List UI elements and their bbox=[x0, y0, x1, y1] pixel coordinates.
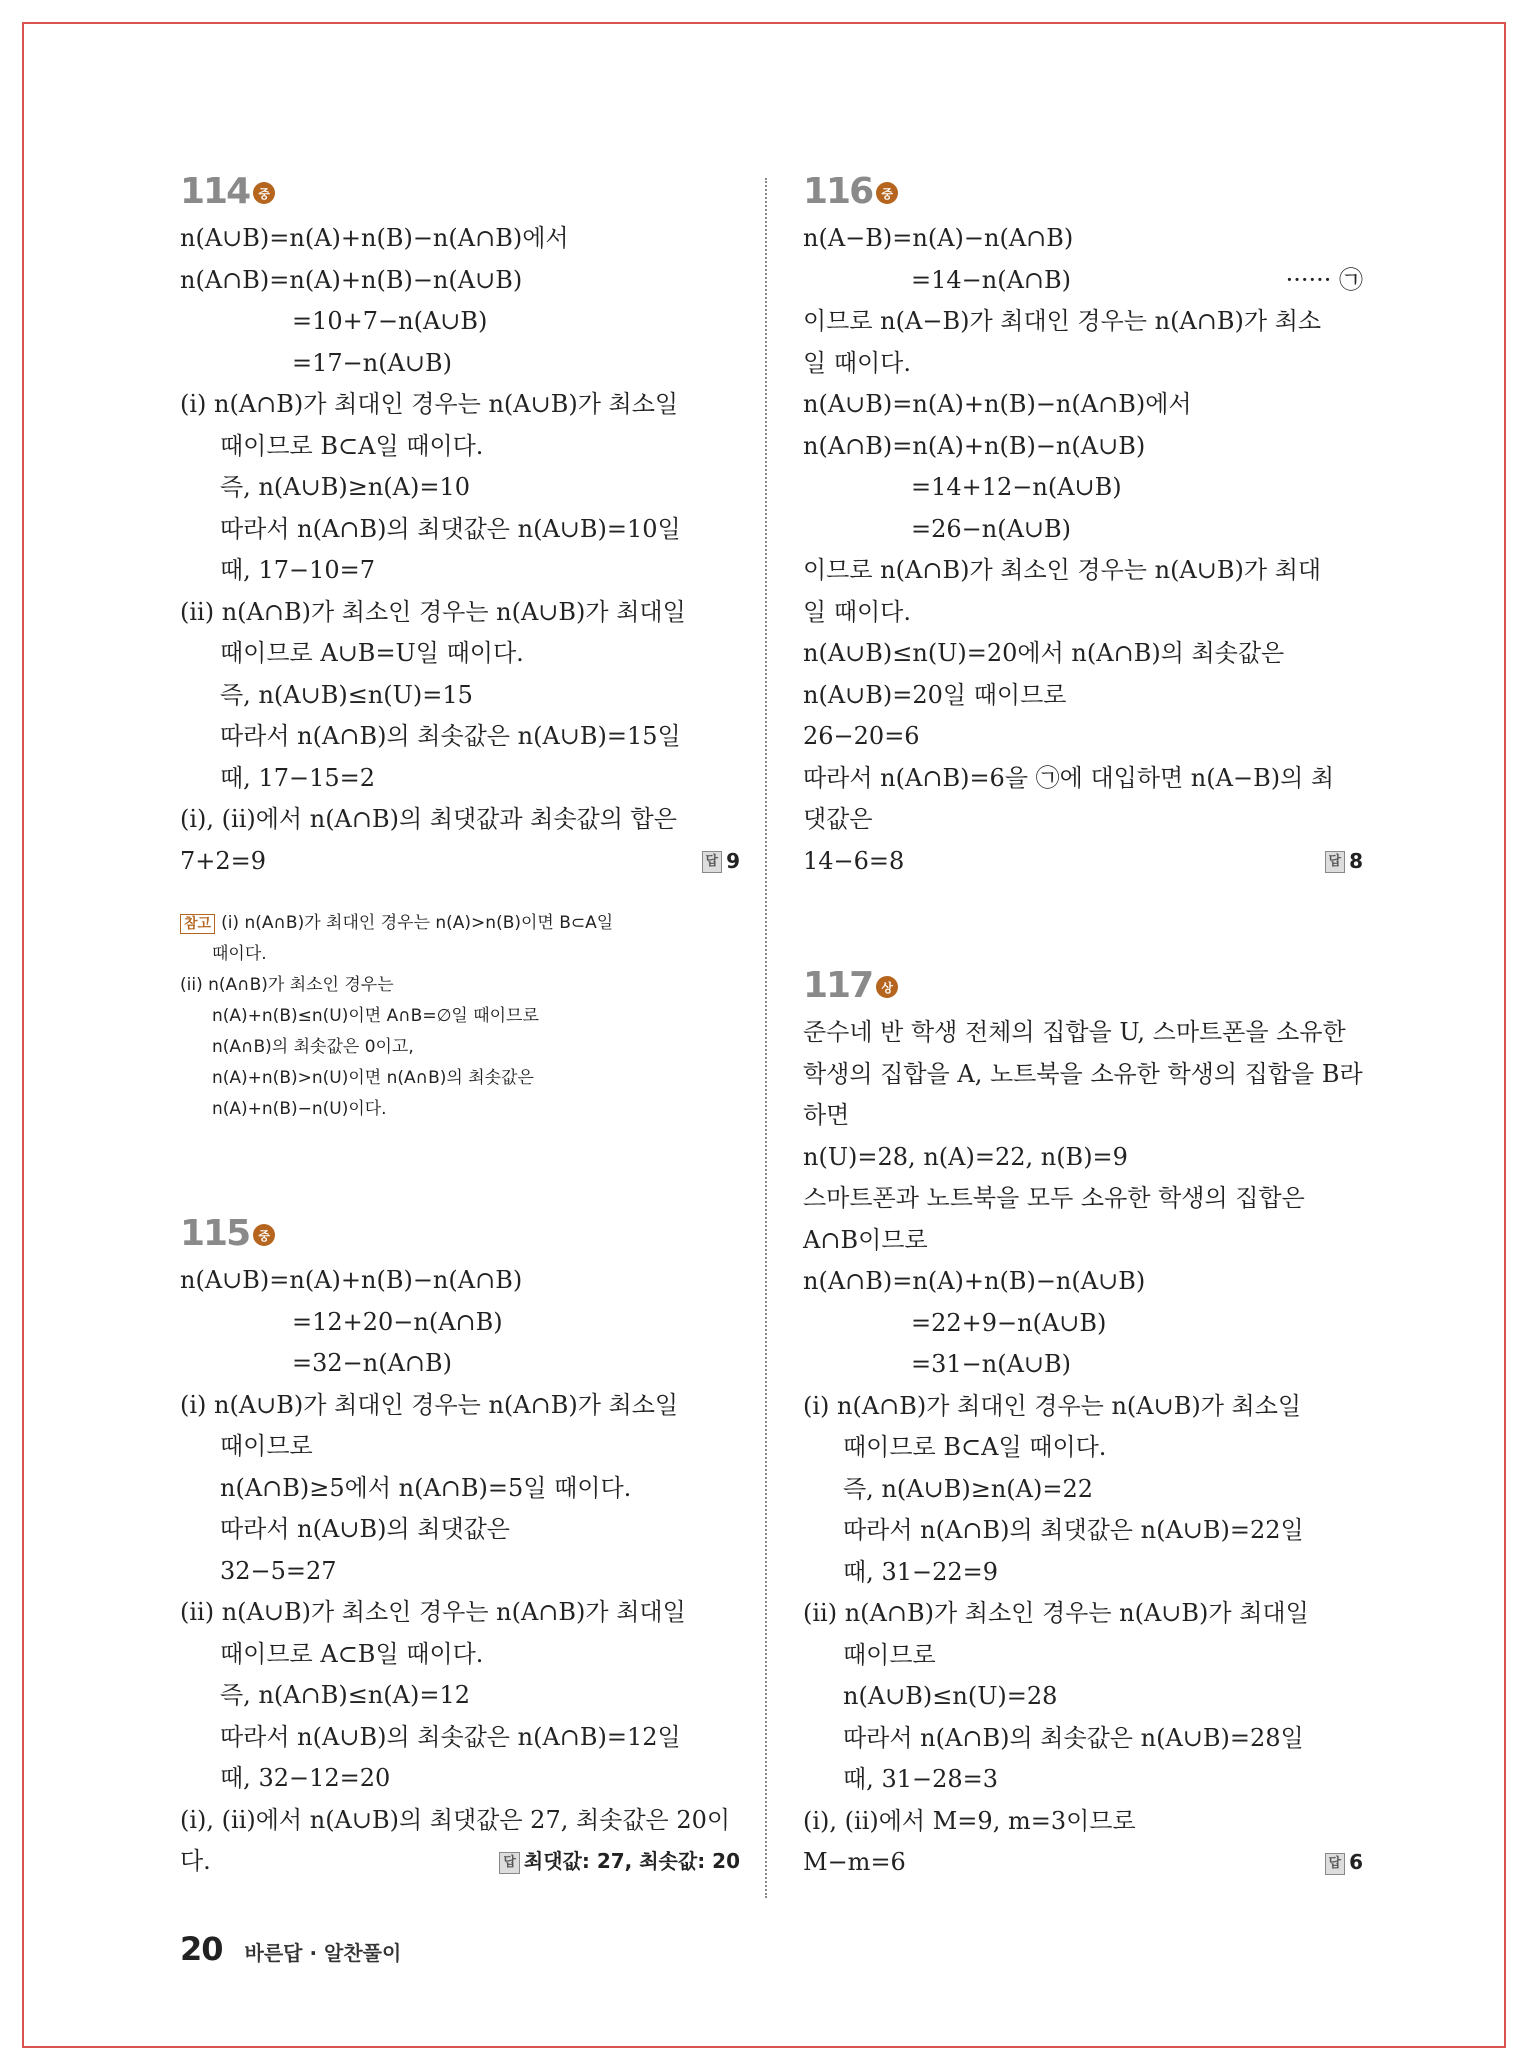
solution-line: n(A−B)=n(A)−n(A∩B) bbox=[803, 224, 1074, 252]
solution-line: (i), (ii)에서 n(A∪B)의 최댓값은 27, 최솟값은 20이 bbox=[180, 1805, 731, 1834]
solution-line: (i) n(A∩B)가 최대인 경우는 n(A∪B)가 최소일 bbox=[180, 390, 679, 418]
problem-number: 116 bbox=[803, 170, 873, 212]
solution-line bbox=[803, 1842, 1363, 1884]
book-title: 바른답 · 알찬풀이 bbox=[244, 1941, 402, 1965]
solution-line: 즉, n(A∪B)≥n(A)=22 bbox=[843, 1474, 1093, 1503]
solution-line: =14+12−n(A∪B) bbox=[911, 473, 1122, 501]
equation-marker: ······ ㉠ bbox=[1285, 265, 1363, 294]
solution-line: =32−n(A∩B) bbox=[292, 1349, 453, 1377]
final-text: 다. bbox=[180, 1847, 211, 1875]
solution-line: 이므로 n(A∩B)가 최소인 경우는 n(A∪B)가 최대 bbox=[803, 556, 1322, 584]
final-expression: M−m=6 bbox=[803, 1848, 906, 1876]
solution-line: 따라서 n(A∩B)의 최댓값은 n(A∪B)=10일 bbox=[220, 514, 681, 543]
solution-line: 따라서 n(A∪B)의 최솟값은 n(A∩B)=12일 bbox=[220, 1722, 681, 1751]
note-line: (ii) n(A∩B)가 최소인 경우는 bbox=[180, 975, 394, 995]
problem-116 bbox=[803, 168, 1363, 882]
page-footer bbox=[180, 1930, 401, 1968]
answer-value: 8 bbox=[1349, 848, 1363, 873]
answer bbox=[702, 841, 740, 883]
answer-value: 최댓값: 27, 최솟값: 20 bbox=[523, 1849, 740, 1873]
solution-line: 따라서 n(A∩B)=6을 ㉠에 대입하면 n(A−B)의 최 bbox=[803, 763, 1335, 792]
difficulty-badge-icon: 중 bbox=[876, 182, 898, 204]
solution-line: 때, 17−15=2 bbox=[220, 763, 376, 792]
solution-line: n(A∪B)=n(A)+n(B)−n(A∩B)에서 bbox=[803, 390, 1192, 418]
solution-line: 따라서 n(A∩B)의 최댓값은 n(A∪B)=22일 bbox=[843, 1516, 1304, 1544]
answer-label-icon: 답 bbox=[499, 1852, 520, 1874]
solution-line: =12+20−n(A∩B) bbox=[292, 1307, 503, 1336]
right-column bbox=[803, 168, 1363, 1884]
problem-114 bbox=[180, 168, 740, 1125]
solution-line: n(A∩B)≥5에서 n(A∩B)=5일 때이다. bbox=[220, 1473, 632, 1502]
solution-line: (i), (ii)에서 n(A∩B)의 최댓값과 최솟값의 합은 bbox=[180, 805, 677, 833]
note-line: 때이다. bbox=[212, 944, 267, 964]
problem-header bbox=[803, 168, 1363, 214]
problem-header bbox=[180, 168, 740, 214]
solution-line: 하면 bbox=[803, 1101, 850, 1129]
page-number: 20 bbox=[180, 1930, 223, 1968]
solution-line: 32−5=27 bbox=[220, 1556, 337, 1585]
solution-line bbox=[180, 841, 740, 883]
note-line: n(A)+n(B)−n(U)이다. bbox=[212, 1099, 387, 1119]
difficulty-badge-icon: 중 bbox=[253, 1224, 275, 1246]
note-line: n(A∩B)의 최솟값은 0이고, bbox=[212, 1037, 414, 1057]
solution-line: 댓값은 bbox=[803, 805, 873, 833]
difficulty-badge-icon: 상 bbox=[876, 976, 898, 998]
answer bbox=[1325, 1842, 1363, 1884]
solution-line: =22+9−n(A∪B) bbox=[911, 1308, 1107, 1337]
answer bbox=[499, 1841, 740, 1883]
answer bbox=[1325, 841, 1363, 883]
solution-expression: =14−n(A∩B) bbox=[911, 265, 1072, 294]
solution-line: (ii) n(A∪B)가 최소인 경우는 n(A∩B)가 최대일 bbox=[180, 1598, 686, 1626]
problem-117 bbox=[803, 962, 1363, 1884]
solution-line: A∩B이므로 bbox=[803, 1225, 928, 1254]
solution-line: 때, 17−10=7 bbox=[220, 556, 376, 584]
solution-line: n(A∩B)=n(A)+n(B)−n(A∪B) bbox=[180, 265, 523, 294]
reference-note bbox=[180, 908, 740, 1125]
solution-line: =26−n(A∪B) bbox=[911, 514, 1072, 543]
solution-line: 26−20=6 bbox=[803, 722, 920, 750]
column-divider bbox=[765, 178, 767, 1898]
solution-line: 즉, n(A∪B)≥n(A)=10 bbox=[220, 473, 470, 501]
solution-line: 따라서 n(A∪B)의 최댓값은 bbox=[220, 1515, 510, 1543]
solution-line: 즉, n(A∪B)≤n(U)=15 bbox=[220, 680, 473, 709]
solution-line: 따라서 n(A∩B)의 최솟값은 n(A∪B)=15일 bbox=[220, 722, 681, 750]
solution-line: n(A∪B)=n(A)+n(B)−n(A∩B)에서 bbox=[180, 224, 569, 252]
solution-line: n(A∩B)=n(A)+n(B)−n(A∪B) bbox=[803, 1267, 1146, 1295]
solution-line: =10+7−n(A∪B) bbox=[292, 307, 488, 335]
problem-header bbox=[803, 962, 1363, 1008]
answer-value: 9 bbox=[726, 848, 740, 873]
solution-line: 준수네 반 학생 전체의 집합을 U, 스마트폰을 소유한 bbox=[803, 1018, 1346, 1046]
solution-line: n(A∩B)=n(A)+n(B)−n(A∪B) bbox=[803, 431, 1146, 460]
solution-line: 때이므로 B⊂A일 때이다. bbox=[843, 1433, 1107, 1461]
problem-number: 115 bbox=[180, 1212, 250, 1254]
note-tag-icon: 참고 bbox=[180, 914, 215, 934]
solution-line: 따라서 n(A∩B)의 최솟값은 n(A∪B)=28일 bbox=[843, 1723, 1304, 1752]
solution-line: (ii) n(A∩B)가 최소인 경우는 n(A∪B)가 최대일 bbox=[180, 597, 686, 626]
solution-line: 때, 31−22=9 bbox=[843, 1557, 999, 1586]
note-text: (i) n(A∩B)가 최대인 경우는 n(A)>n(B)이면 B⊂A일 bbox=[221, 913, 614, 933]
left-column bbox=[180, 168, 740, 1883]
note-line bbox=[180, 908, 740, 939]
solution-line: 일 때이다. bbox=[803, 348, 911, 377]
solution-line: n(A∪B)≤n(U)=20에서 n(A∩B)의 최솟값은 bbox=[803, 639, 1285, 667]
solution-line: 즉, n(A∩B)≤n(A)=12 bbox=[220, 1681, 470, 1709]
solution-line: n(A∪B)≤n(U)=28 bbox=[843, 1682, 1058, 1710]
solution-line: n(A∪B)=n(A)+n(B)−n(A∩B) bbox=[180, 1266, 523, 1294]
solution-line: (i), (ii)에서 M=9, m=3이므로 bbox=[803, 1806, 1136, 1835]
solution-line: 일 때이다. bbox=[803, 597, 911, 626]
solution-line: 때, 32−12=20 bbox=[220, 1764, 391, 1792]
solution-line: n(A∪B)=20일 때이므로 bbox=[803, 680, 1067, 709]
solution-line: (i) n(A∪B)가 최대인 경우는 n(A∩B)가 최소일 bbox=[180, 1390, 679, 1419]
solution-line: 학생의 집합을 A, 노트북을 소유한 학생의 집합을 B라 bbox=[803, 1059, 1363, 1088]
solution-line: (ii) n(A∩B)가 최소인 경우는 n(A∪B)가 최대일 bbox=[803, 1599, 1309, 1627]
answer-label-icon: 답 bbox=[1325, 851, 1346, 873]
solution-line: 때이므로 A⊂B일 때이다. bbox=[220, 1639, 484, 1668]
solution-line bbox=[803, 260, 1363, 302]
note-line: n(A)+n(B)≤n(U)이면 A∩B=∅일 때이므로 bbox=[212, 1006, 539, 1026]
solution-line: 때이므로 B⊂A일 때이다. bbox=[220, 431, 484, 460]
solution-line bbox=[803, 841, 1363, 883]
problem-number: 117 bbox=[803, 964, 873, 1006]
solution-line: 때이므로 bbox=[843, 1640, 936, 1669]
answer-value: 6 bbox=[1349, 1850, 1363, 1874]
problem-115 bbox=[180, 1210, 740, 1883]
solution-line: =17−n(A∪B) bbox=[292, 348, 453, 377]
problem-number: 114 bbox=[180, 170, 250, 212]
answer-label-icon: 답 bbox=[702, 851, 723, 873]
solution-line: 이므로 n(A−B)가 최대인 경우는 n(A∩B)가 최소 bbox=[803, 307, 1322, 335]
note-line: n(A)+n(B)>n(U)이면 n(A∩B)의 최솟값은 bbox=[212, 1068, 534, 1088]
solution-line: 때이므로 A∪B=U일 때이다. bbox=[220, 639, 524, 667]
answer-label-icon: 답 bbox=[1325, 1853, 1346, 1875]
solution-line bbox=[180, 1841, 740, 1883]
solution-line: n(U)=28, n(A)=22, n(B)=9 bbox=[803, 1142, 1128, 1171]
solution-line: 때이므로 bbox=[220, 1432, 313, 1460]
final-expression: 14−6=8 bbox=[803, 846, 905, 875]
final-expression: 7+2=9 bbox=[180, 846, 267, 875]
solution-line: =31−n(A∪B) bbox=[911, 1350, 1072, 1378]
solution-line: (i) n(A∩B)가 최대인 경우는 n(A∪B)가 최소일 bbox=[803, 1391, 1302, 1420]
problem-header bbox=[180, 1210, 740, 1256]
solution-line: 때, 31−28=3 bbox=[843, 1765, 999, 1793]
solution-line: 스마트폰과 노트북을 모두 소유한 학생의 집합은 bbox=[803, 1184, 1305, 1212]
difficulty-badge-icon: 중 bbox=[253, 182, 275, 204]
